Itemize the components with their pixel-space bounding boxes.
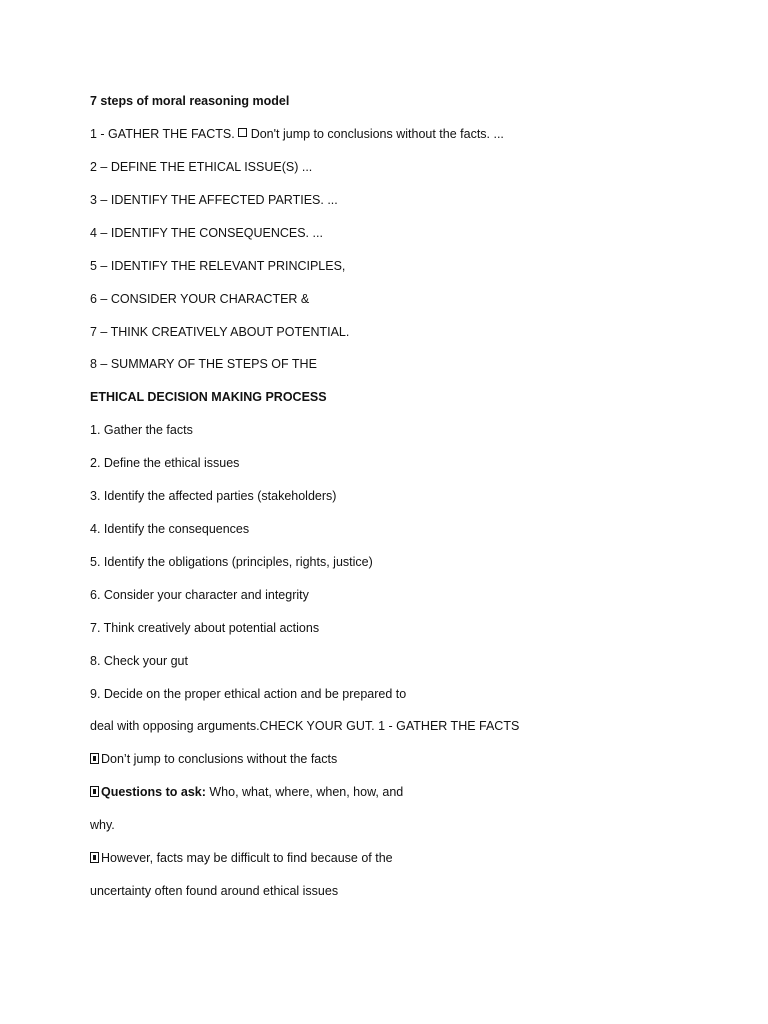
step-7: 7 – THINK CREATIVELY ABOUT POTENTIAL. bbox=[90, 325, 350, 339]
summary-item: 1. Gather the facts bbox=[90, 423, 193, 437]
step-1-text: Don't jump to conclusions without the facts. ... bbox=[250, 127, 504, 141]
summary-item: 9. Decide on the proper ethical action and be prepared to bbox=[90, 687, 407, 701]
bullet-glyph-icon bbox=[90, 852, 99, 863]
bullet-text: Don’t jump to conclusions without the facts bbox=[101, 752, 338, 766]
bullet-text: However, facts may be difficult to find because of the bbox=[101, 851, 393, 865]
step-6: 6 – CONSIDER YOUR CHARACTER & bbox=[90, 292, 310, 306]
section-heading: ETHICAL DECISION MAKING PROCESS bbox=[90, 390, 327, 404]
bullet-bold-text: Questions to ask: bbox=[101, 785, 206, 799]
bullet-glyph-icon bbox=[90, 753, 99, 764]
bullet-box-icon bbox=[238, 128, 247, 137]
summary-item: 2. Define the ethical issues bbox=[90, 456, 240, 470]
step-8: 8 – SUMMARY OF THE STEPS OF THE bbox=[90, 357, 317, 371]
step-3: 3 – IDENTIFY THE AFFECTED PARTIES. ... bbox=[90, 193, 338, 207]
summary-item: 5. Identify the obligations (principles, rights, justice) bbox=[90, 555, 373, 569]
summary-item: 7. Think creatively about potential actions bbox=[90, 621, 320, 635]
step-5: 5 – IDENTIFY THE RELEVANT PRINCIPLES, bbox=[90, 259, 346, 273]
summary-item: 8. Check your gut bbox=[90, 654, 188, 668]
step-1-label: 1 - GATHER THE FACTS. bbox=[90, 127, 235, 141]
summary-item: 4. Identify the consequences bbox=[90, 522, 250, 536]
step-2: 2 – DEFINE THE ETHICAL ISSUE(S) ... bbox=[90, 160, 313, 174]
summary-item: 3. Identify the affected parties (stakeholders) bbox=[90, 489, 337, 503]
step-4: 4 – IDENTIFY THE CONSEQUENCES. ... bbox=[90, 226, 323, 240]
bullet-item bbox=[90, 850, 393, 866]
summary-item: 6. Consider your character and integrity bbox=[90, 588, 309, 602]
summary-item: deal with opposing arguments.CHECK YOUR GUT. 1 - GATHER THE FACTS bbox=[90, 719, 520, 733]
bullet-glyph-icon bbox=[90, 786, 99, 797]
bullet-continuation: why. bbox=[90, 818, 115, 832]
bullet-item bbox=[90, 784, 403, 800]
step-1 bbox=[90, 126, 504, 142]
bullet-item bbox=[90, 751, 337, 767]
document-title: 7 steps of moral reasoning model bbox=[90, 94, 290, 108]
bullet-text: Who, what, where, when, how, and bbox=[205, 785, 404, 799]
bullet-continuation: uncertainty often found around ethical issues bbox=[90, 884, 339, 898]
